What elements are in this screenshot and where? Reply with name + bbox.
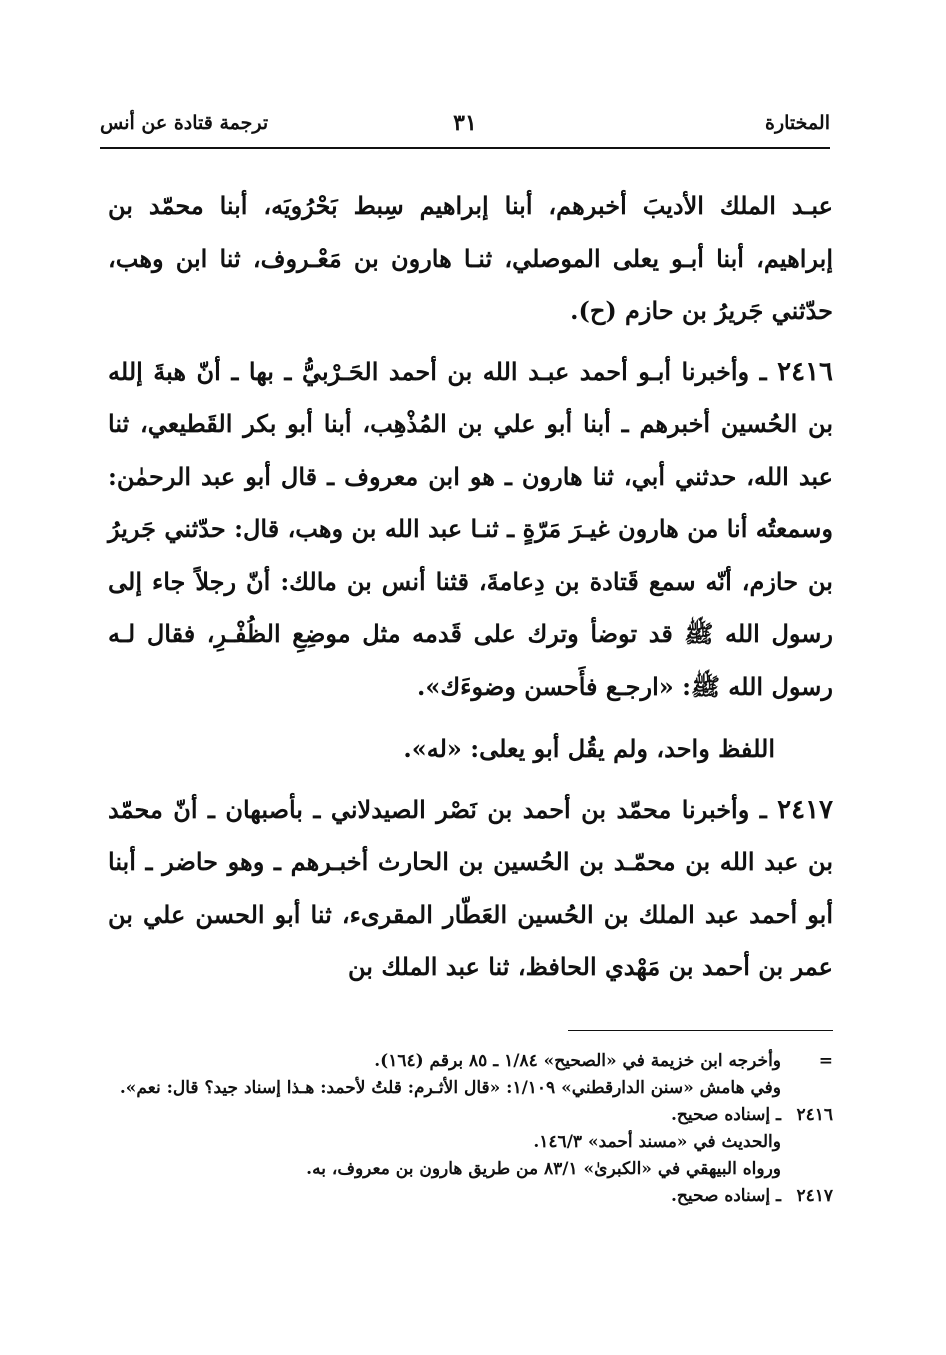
footnote-text: ـ إسناده صحيح. — [670, 1105, 781, 1125]
footnotes — [108, 1048, 833, 1210]
footnote-text: ـ إسناده صحيح. — [670, 1186, 781, 1206]
hadith-number: ٢٤١٦ — [777, 356, 833, 387]
footnote-text: وأخرجه ابن خزيمة في «الصحيح» ١/٨٤ ـ ٨٥ برقم (١٦٤). — [374, 1051, 781, 1071]
paragraph-note: اللفظ واحد، ولم يقُل أبو يعلى: «له». — [403, 734, 775, 763]
header-rule — [100, 147, 830, 149]
footnote-text: وفي هامش «سنن الدارقطني» ١/١٠٩: «قال الأثـرم: قلتُ لأحمد: هـذا إسناد جيد؟ قال: نعم». — [119, 1078, 781, 1098]
chapter-title: ترجمة قتادة عن أنس — [100, 112, 269, 134]
footnote-text: ورواه البيهقي في «الكبرىٰ» ٨٣/١ من طريق هارون بن معروف، به. — [306, 1159, 781, 1179]
hadith-2416 — [108, 346, 833, 714]
page-number: ٣١ — [453, 110, 477, 136]
hadith-text: ـ وأخبرنا أبـو أحمد عبـد الله بن أحمد الحَـرْبيُّ ـ بها ـ أنّ هبةَ إلله بن الحُسين أخبرهم ـ أبنا أبو علي بن المُذْهِب، أبنا أبو بكر القَطيعي، ثنا عبد الله، حدثني أبي، ثنا هارون ـ هو ابن معروف ـ قال أبو عبد الرحمٰن: وسمعتُه أنا من هارون غيـرَ مَرّةٍ ـ ثنـا عبد الله بن وهب، قال: حدّثني جَريرُ بن حازم، أنّه سمع قَتادة بن دِعامةَ، قثنا أنس بن مالك: أنّ رجلاً جاء إلى رسول الله ﷺ قد توضأ وترك على قَدمه مثل موضِعِ الظُفْـرِ، فقال لـه رسول الله ﷺ: «ارجـع فأَحسن وضوءَك». — [108, 356, 834, 701]
running-header — [100, 112, 830, 142]
footnote-item — [108, 1102, 833, 1129]
footnote-marker: ٢٤١٧ — [796, 1186, 833, 1206]
footnote-item — [108, 1129, 833, 1156]
footnote-item — [108, 1048, 833, 1075]
footnote-text: والحديث في «مسند أحمد» ١٤٦/٣. — [533, 1132, 781, 1152]
footnote-item — [108, 1156, 833, 1183]
footnote-marker: = — [818, 1051, 833, 1071]
hadith-number: ٢٤١٧ — [777, 794, 834, 825]
hadith-text: ـ وأخبرنا محمّد بن أحمد بن نَصْر الصيدلاني ـ بأصبهان ـ أنّ محمّد بن عبد الله بن محمّـد بن الحُسين بن الحارث أخبـرهم ـ وهو حاضر ـ أبنا أبو أحمد عبد الملك بن الحُسين العَطّار المقرىء، ثنا أبو الحسن علي بن عمر بن أحمد بن مَهْدي الحافظ، ثنا عبد الملك بن — [108, 794, 833, 981]
main-text — [108, 180, 833, 994]
book-title: المختارة — [765, 112, 830, 134]
paragraph-continuation: عبـد الملك الأديبَ أخبرهم، أبنا إبراهيم سِبط بَحْرُويَه، أبنا محمّد بن إبراهيم، أبنا أبـو يعلى الموصلي، ثنـا هارون بن مَعْـروف، ثنا ابن وهب، حدّثني جَريرُ بن حازم (ح). — [108, 191, 833, 325]
footnote-rule — [568, 1030, 833, 1031]
hadith-2417 — [108, 784, 833, 994]
footnote-item — [108, 1183, 833, 1210]
footnote-marker: ٢٤١٦ — [796, 1105, 833, 1125]
footnote-item — [108, 1075, 833, 1102]
